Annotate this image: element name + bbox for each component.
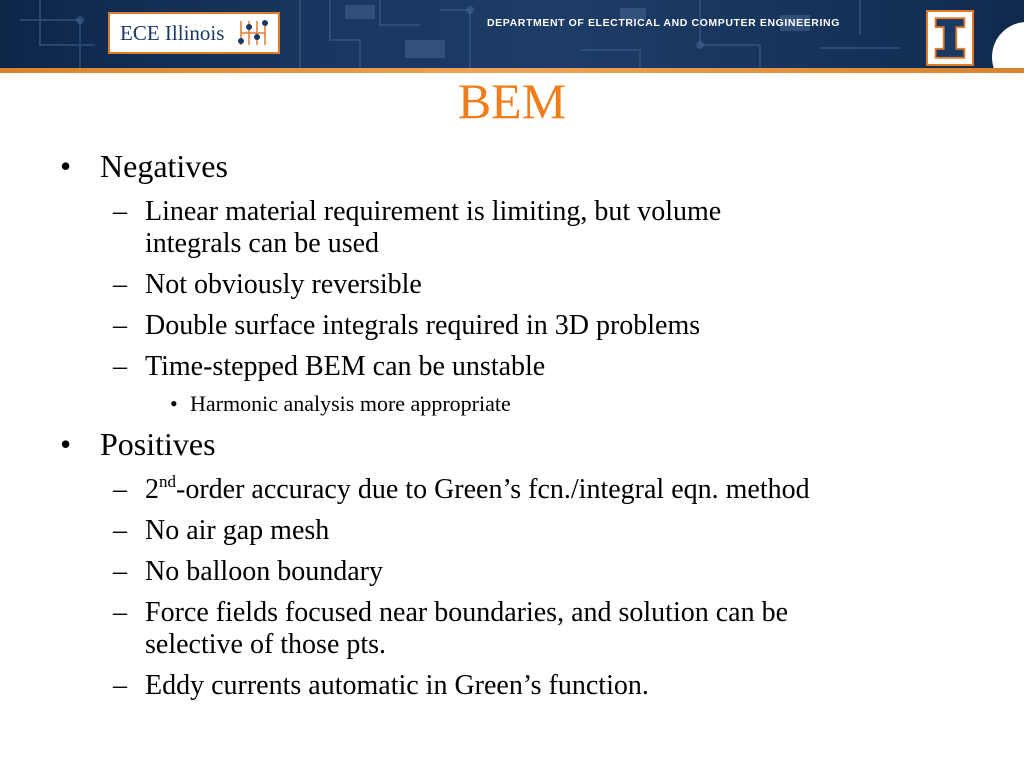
bullet-marker: • (170, 391, 178, 416)
sub-bullet-text: Linear material requirement is limiting, but volume (145, 196, 722, 227)
sub-bullet-text: integrals can be used (145, 228, 380, 259)
dash-marker: – (113, 351, 127, 382)
bullet-label: Positives (100, 426, 216, 462)
dash-marker: – (113, 556, 127, 587)
sub-bullet-text: selective of those pts. (145, 629, 387, 660)
bullet-marker: • (60, 426, 72, 462)
dash-marker: – (113, 474, 127, 505)
logo-text: ECE Illinois (120, 20, 225, 45)
sub-bullet-text: No air gap mesh (145, 515, 330, 546)
sub-bullet-text: Double surface integrals required in 3D problems (145, 310, 701, 341)
ordinal-superscript: nd (159, 472, 176, 491)
sub-bullet-text: Force fields focused near boundaries, and solution can be (145, 597, 789, 628)
dash-marker: – (113, 670, 127, 701)
sub-bullet-text: Not obviously reversible (145, 269, 422, 300)
sub-bullet-text: No balloon boundary (145, 556, 383, 587)
dash-marker: – (113, 269, 127, 300)
bullet-label: Negatives (100, 148, 228, 184)
sub-bullet-text (145, 474, 810, 506)
order-rest: -order accuracy due to Green’s fcn./integral eqn. method (176, 474, 810, 505)
sub-bullet-text: Time-stepped BEM can be unstable (145, 351, 546, 382)
dash-marker: – (113, 515, 127, 546)
bullet-marker: • (60, 148, 72, 184)
dash-marker: – (113, 310, 127, 341)
sub-bullet-text: Eddy currents automatic in Green’s function. (145, 670, 649, 701)
order-number: 2 (145, 474, 159, 505)
department-name: DEPARTMENT OF ELECTRICAL AND COMPUTER ENGINEERING (487, 17, 840, 29)
sub-sub-bullet-text: Harmonic analysis more appropriate (190, 391, 511, 416)
slide-title: BEM (457, 73, 567, 129)
dash-marker: – (113, 196, 127, 227)
dash-marker: – (113, 597, 127, 628)
